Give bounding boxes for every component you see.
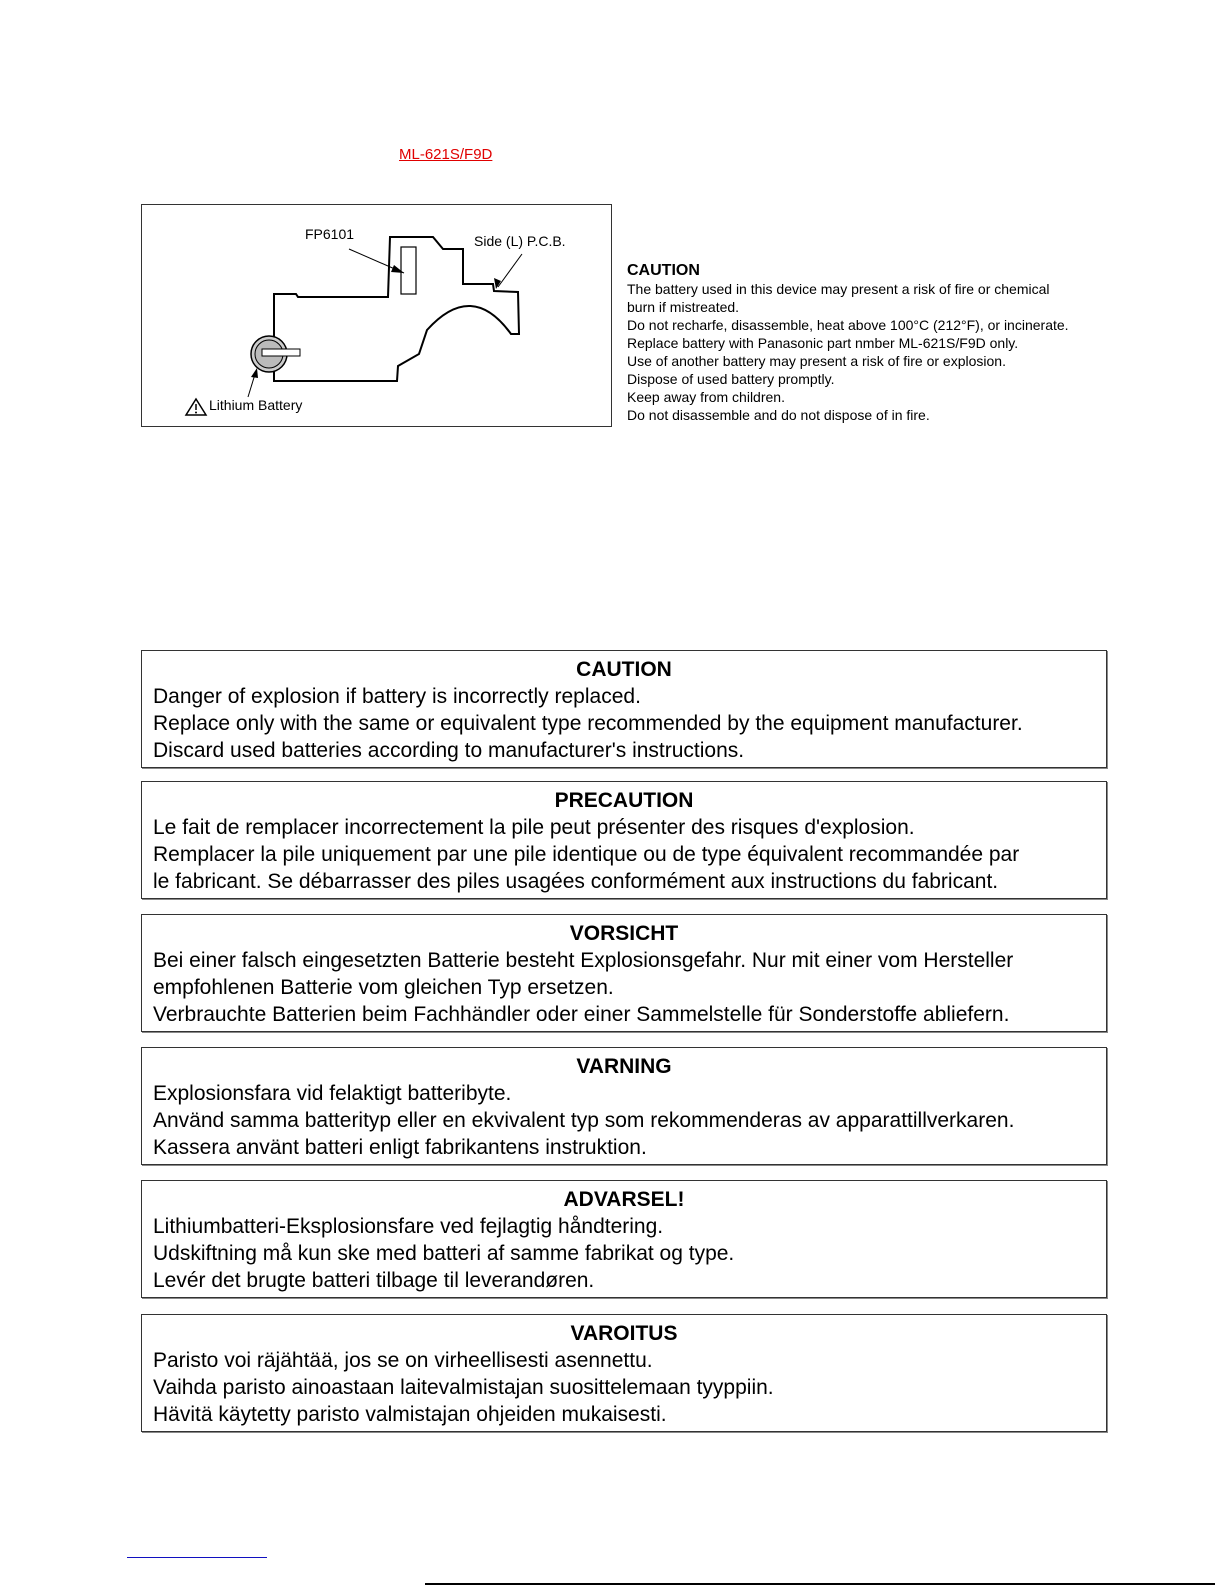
warning-line: Explosionsfara vid felaktigt batteribyte. xyxy=(153,1082,512,1105)
warning-line: Använd samma batterityp eller en ekvivalent typ som rekommenderas av apparattillverkaren. xyxy=(153,1109,1015,1132)
footer-link-line xyxy=(127,1557,267,1558)
side-caution-line: Keep away from children. xyxy=(627,389,785,405)
warning-line: Remplacer la pile uniquement par une pile identique ou de type équivalent recommandée par xyxy=(153,843,1020,866)
warning-line: Paristo voi räjähtää, jos se on virheellisesti asennettu. xyxy=(153,1349,653,1372)
part-number-link[interactable]: ML-621S/F9D xyxy=(399,146,493,163)
fp6101-connector xyxy=(401,247,416,294)
fp6101-label: FP6101 xyxy=(305,226,355,242)
side-caution-line: Replace battery with Panasonic part nmber ML-621S/F9D only. xyxy=(627,335,1019,351)
warning-line: Udskiftning må kun ske med batteri af samme fabrikat og type. xyxy=(153,1242,735,1265)
side-caution xyxy=(627,262,1069,424)
warning-title: VAROITUS xyxy=(570,1322,678,1345)
side-caution-title: CAUTION xyxy=(627,262,700,279)
warning-line: Lithiumbatteri-Eksplosionsfare ved fejlagtig håndtering. xyxy=(153,1215,664,1238)
warning-line: Danger of explosion if battery is incorrectly replaced. xyxy=(153,685,641,708)
pcb-outline xyxy=(274,237,519,381)
side-caution-line: burn if mistreated. xyxy=(627,299,740,315)
side-caution-line: Do not disassemble and do not dispose of in fire. xyxy=(627,407,930,423)
side-caution-line: The battery used in this device may present a risk of fire or chemical xyxy=(627,281,1050,297)
warning-line: Levér det brugte batteri tilbage til leverandøren. xyxy=(153,1269,595,1292)
warning-title: ADVARSEL! xyxy=(563,1188,685,1211)
pcb-label: Side (L) P.C.B. xyxy=(474,233,566,249)
warning-title: CAUTION xyxy=(576,658,672,681)
warning-title: VARNING xyxy=(576,1055,672,1078)
warning-line: Kassera använt batteri enligt fabrikantens instruktion. xyxy=(153,1136,647,1159)
side-caution-line: Use of another battery may present a risk of fire or explosion. xyxy=(627,353,1006,369)
warning-line: Hävitä käytetty paristo valmistajan ohjeiden mukaisesti. xyxy=(153,1403,667,1426)
warning-box xyxy=(141,650,1107,768)
warning-line: Verbrauchte Batterien beim Fachhändler oder einer Sammelstelle für Sonderstoffe abliefern. xyxy=(153,1003,1010,1026)
warning-line: Vaihda paristo ainoastaan laitevalmistajan suosittelemaan tyyppiin. xyxy=(153,1376,774,1399)
battery-location-diagram xyxy=(141,204,612,427)
warning-box xyxy=(141,1314,1107,1432)
warning-box xyxy=(141,1047,1107,1165)
warning-line: empfohlenen Batterie vom gleichen Typ ersetzen. xyxy=(153,976,614,999)
warning-title: VORSICHT xyxy=(569,922,679,945)
warning-line: le fabricant. Se débarrasser des piles usagées conformément aux instructions du fabricant. xyxy=(153,870,999,893)
side-caution-line: Dispose of used battery promptly. xyxy=(627,371,835,387)
lithium-battery-label: Lithium Battery xyxy=(209,397,303,413)
warning-line: Le fait de remplacer incorrectement la pile peut présenter des risques d'explosion. xyxy=(153,816,915,839)
warning-line: Bei einer falsch eingesetzten Batterie besteht Explosionsgefahr. Nur mit einer vom Hersteller xyxy=(153,949,1014,972)
warning-line: Replace only with the same or equivalent type recommended by the equipment manufacturer. xyxy=(153,712,1023,735)
side-caution-line: Do not recharfe, disassemble, heat above 100°C (212°F), or incinerate. xyxy=(627,317,1069,333)
warning-box xyxy=(141,914,1107,1032)
warning-triangle-icon xyxy=(186,399,206,415)
warning-box xyxy=(141,781,1107,899)
warning-title: PRECAUTION xyxy=(554,789,694,812)
warning-line: Discard used batteries according to manufacturer's instructions. xyxy=(153,739,745,762)
warning-box xyxy=(141,1180,1107,1298)
